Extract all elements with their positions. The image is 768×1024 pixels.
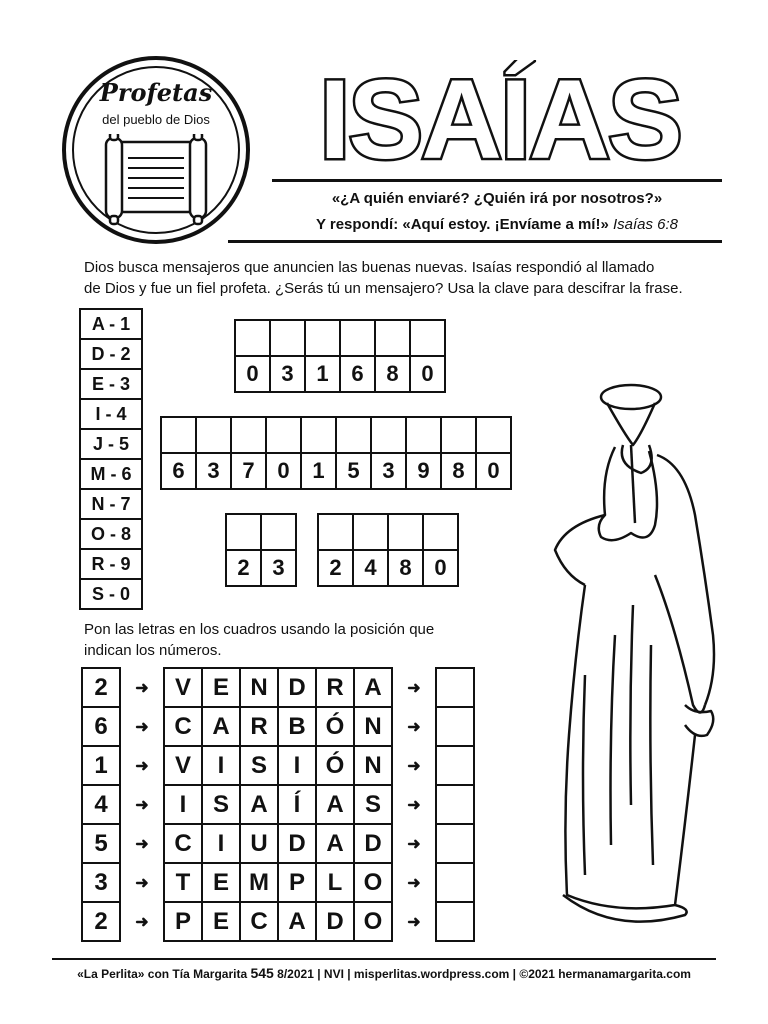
position-number: 4: [82, 785, 120, 824]
arrow-right-icon: ➜: [407, 796, 421, 814]
word-letter: A: [278, 902, 316, 941]
cipher-word-3: [225, 513, 297, 587]
word-letter: O: [354, 863, 392, 902]
word-letter: D: [278, 824, 316, 863]
key-entry: O - 8: [79, 518, 143, 550]
code-digit: 3: [196, 453, 231, 489]
answer-box[interactable]: [371, 417, 406, 453]
word-letter: L: [316, 863, 354, 902]
word-letter: D: [316, 902, 354, 941]
footer-divider: [52, 958, 716, 960]
code-digit: 6: [340, 356, 375, 392]
word-letter: A: [316, 785, 354, 824]
code-digit: 4: [353, 550, 388, 586]
answer-box[interactable]: [436, 668, 474, 707]
word-letter: V: [164, 668, 202, 707]
answer-box[interactable]: [231, 417, 266, 453]
answer-box[interactable]: [423, 514, 458, 550]
key-entry: M - 6: [79, 458, 143, 490]
arrow-right-icon: ➜: [407, 757, 421, 775]
cipher-word-1: [234, 319, 446, 393]
quote-reference: Isaías 6:8: [612, 216, 679, 233]
instructions-line-2: indican los números.: [84, 642, 222, 659]
word-letter: C: [164, 824, 202, 863]
quote-line-2: Y respondí: «Aquí estoy. ¡Envíame a mí!» Isaías 6:8: [315, 216, 679, 233]
word-letter: C: [240, 902, 278, 941]
quote-divider: [228, 240, 722, 243]
position-number: 5: [82, 824, 120, 863]
answer-box[interactable]: [318, 514, 353, 550]
table-row: [82, 746, 474, 785]
answer-box[interactable]: [353, 514, 388, 550]
code-digit: 5: [336, 453, 371, 489]
arrow-right-icon: ➜: [407, 718, 421, 736]
cipher-word-4: [317, 513, 459, 587]
word-letter: A: [354, 668, 392, 707]
table-row: [82, 902, 474, 941]
arrow-right-icon: ➜: [135, 796, 149, 814]
answer-box[interactable]: [436, 824, 474, 863]
badge-title: Profetas: [99, 78, 213, 107]
answer-box[interactable]: [266, 417, 301, 453]
word-letter: Ó: [316, 746, 354, 785]
answer-box[interactable]: [226, 514, 261, 550]
word-letter: R: [316, 668, 354, 707]
answer-box[interactable]: [340, 320, 375, 356]
arrow-right-icon: ➜: [135, 913, 149, 931]
word-letter: P: [278, 863, 316, 902]
letter-position-puzzle: [81, 667, 475, 942]
cipher-key: [79, 310, 143, 610]
table-row: [82, 707, 474, 746]
answer-box[interactable]: [441, 417, 476, 453]
code-digit: 3: [270, 356, 305, 392]
word-letter: R: [240, 707, 278, 746]
title-text: ISAÍAS: [319, 60, 681, 170]
word-letter: N: [240, 668, 278, 707]
arrow-right-icon: ➜: [407, 913, 421, 931]
word-letter: A: [316, 824, 354, 863]
word-letter: O: [354, 902, 392, 941]
key-entry: I - 4: [79, 398, 143, 430]
position-number: 1: [82, 746, 120, 785]
table-row: [82, 668, 474, 707]
key-entry: S - 0: [79, 578, 143, 610]
code-digit: 3: [371, 453, 406, 489]
code-digit: 2: [318, 550, 353, 586]
word-letter: V: [164, 746, 202, 785]
word-letter: M: [240, 863, 278, 902]
word-letter: T: [164, 863, 202, 902]
key-entry: E - 3: [79, 368, 143, 400]
word-letter: E: [202, 668, 240, 707]
code-digit: 8: [388, 550, 423, 586]
word-letter: I: [278, 746, 316, 785]
arrow-right-icon: ➜: [135, 718, 149, 736]
answer-box[interactable]: [375, 320, 410, 356]
arrow-right-icon: ➜: [135, 874, 149, 892]
word-letter: N: [354, 746, 392, 785]
word-letter: A: [240, 785, 278, 824]
word-letter: D: [354, 824, 392, 863]
answer-box[interactable]: [436, 746, 474, 785]
word-letter: Í: [278, 785, 316, 824]
arrow-right-icon: ➜: [407, 679, 421, 697]
word-letter: S: [202, 785, 240, 824]
arrow-right-icon: ➜: [135, 757, 149, 775]
code-digit: 2: [226, 550, 261, 586]
code-digit: 0: [235, 356, 270, 392]
key-entry: J - 5: [79, 428, 143, 460]
word-letter: B: [278, 707, 316, 746]
word-letter: E: [202, 902, 240, 941]
code-digit: 8: [375, 356, 410, 392]
intro-line-1: Dios busca mensajeros que anuncien las buenas nuevas. Isaías respondió al llamado: [84, 259, 655, 276]
answer-box[interactable]: [436, 707, 474, 746]
cipher-word-2: [160, 416, 512, 490]
word-letter: E: [202, 863, 240, 902]
answer-box[interactable]: [305, 320, 340, 356]
table-row: [82, 863, 474, 902]
code-digit: 0: [476, 453, 511, 489]
code-digit: 0: [423, 550, 458, 586]
word-letter: I: [164, 785, 202, 824]
word-letter: C: [164, 707, 202, 746]
intro-line-2: de Dios y fue un fiel profeta. ¿Serás tú un mensajero? Usa la clave para descifrar la frase.: [84, 280, 683, 297]
word-letter: N: [354, 707, 392, 746]
word-letter: U: [240, 824, 278, 863]
answer-box[interactable]: [301, 417, 336, 453]
word-letter: A: [202, 707, 240, 746]
arrow-right-icon: ➜: [135, 679, 149, 697]
answer-box[interactable]: [406, 417, 441, 453]
prophet-with-trumpet-illustration: [545, 375, 720, 945]
word-letter: S: [240, 746, 278, 785]
position-number: 2: [82, 902, 120, 941]
code-digit: 0: [410, 356, 445, 392]
key-entry: D - 2: [79, 338, 143, 370]
arrow-right-icon: ➜: [135, 835, 149, 853]
word-letter: S: [354, 785, 392, 824]
prophets-badge: [62, 56, 250, 244]
footer: «La Perlita» con Tía Margarita 545 8/2021 | NVI | misperlitas.wordpress.com | ©2021 hermanamargarita.com: [77, 965, 691, 981]
answer-box[interactable]: [436, 902, 474, 941]
code-digit: 6: [161, 453, 196, 489]
word-letter: P: [164, 902, 202, 941]
code-digit: 8: [441, 453, 476, 489]
badge-subtitle: del pueblo de Dios: [102, 112, 210, 127]
instructions-line-1: Pon las letras en los cuadros usando la posición que: [84, 621, 435, 638]
word-letter: I: [202, 746, 240, 785]
position-number: 2: [82, 668, 120, 707]
code-digit: 7: [231, 453, 266, 489]
answer-box[interactable]: [388, 514, 423, 550]
answer-box[interactable]: [476, 417, 511, 453]
answer-box[interactable]: [410, 320, 445, 356]
quote-line-1: «¿A quién enviaré? ¿Quién irá por nosotros?»: [331, 190, 663, 207]
arrow-right-icon: ➜: [407, 874, 421, 892]
code-digit: 1: [305, 356, 340, 392]
word-letter: I: [202, 824, 240, 863]
code-digit: 9: [406, 453, 441, 489]
word-letter: Ó: [316, 707, 354, 746]
answer-box[interactable]: [261, 514, 296, 550]
table-row: [82, 785, 474, 824]
word-letter: D: [278, 668, 316, 707]
code-digit: 3: [261, 550, 296, 586]
answer-box[interactable]: [196, 417, 231, 453]
page-title: [300, 60, 700, 170]
answer-box[interactable]: [436, 863, 474, 902]
answer-box[interactable]: [436, 785, 474, 824]
title-divider: [272, 179, 722, 182]
answer-box[interactable]: [235, 320, 270, 356]
key-entry: R - 9: [79, 548, 143, 580]
answer-box[interactable]: [270, 320, 305, 356]
scroll-icon: [100, 134, 212, 226]
code-digit: 1: [301, 453, 336, 489]
key-entry: N - 7: [79, 488, 143, 520]
answer-box[interactable]: [336, 417, 371, 453]
arrow-right-icon: ➜: [407, 835, 421, 853]
answer-box[interactable]: [161, 417, 196, 453]
code-digit: 0: [266, 453, 301, 489]
position-number: 3: [82, 863, 120, 902]
table-row: [82, 824, 474, 863]
position-number: 6: [82, 707, 120, 746]
key-entry: A - 1: [79, 308, 143, 340]
issue-number: 545: [250, 965, 274, 981]
